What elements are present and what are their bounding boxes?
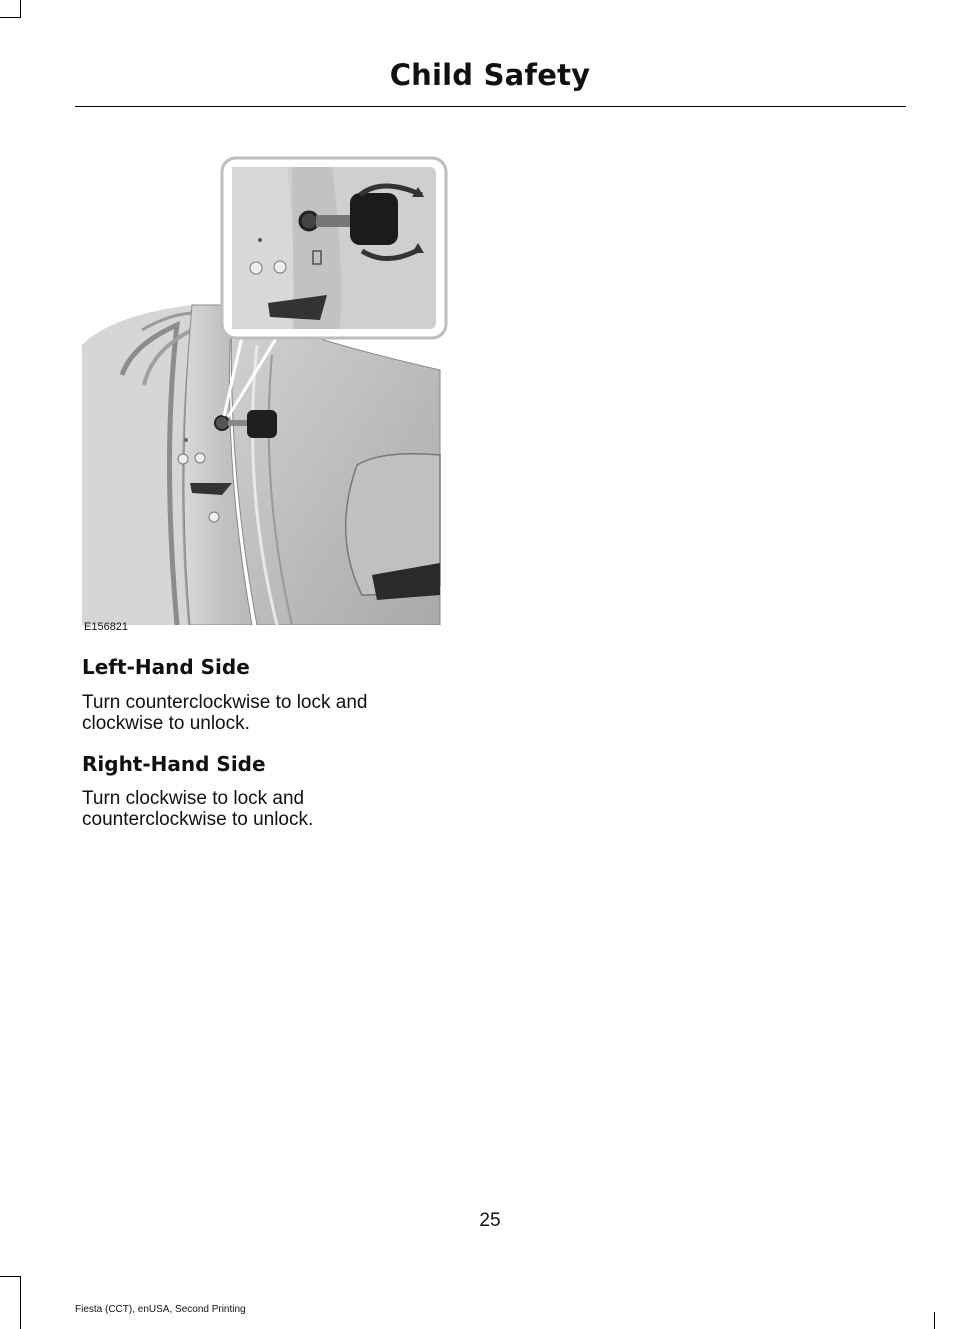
title-divider — [75, 106, 906, 107]
section-heading-right-hand-side: Right-Hand Side — [82, 752, 266, 776]
crop-mark — [934, 1312, 935, 1329]
section-heading-left-hand-side: Left-Hand Side — [82, 655, 250, 679]
section-text-left-hand-side: Turn counterclockwise to lock and clockwise to unlock. — [82, 692, 368, 734]
footer-edition: Fiesta (CCT), enUSA, Second Printing — [75, 1304, 246, 1315]
crop-mark — [20, 1276, 21, 1329]
crop-mark — [0, 1276, 20, 1277]
page-number: 25 — [479, 1210, 501, 1231]
figure-code: E156821 — [84, 621, 129, 633]
crop-mark — [20, 0, 21, 18]
section-text-right-hand-side: Turn clockwise to lock and counterclockwise to unlock. — [82, 788, 314, 830]
crop-mark — [0, 17, 20, 18]
page-title: Child Safety — [389, 58, 591, 92]
child-lock-illustration — [82, 155, 450, 625]
